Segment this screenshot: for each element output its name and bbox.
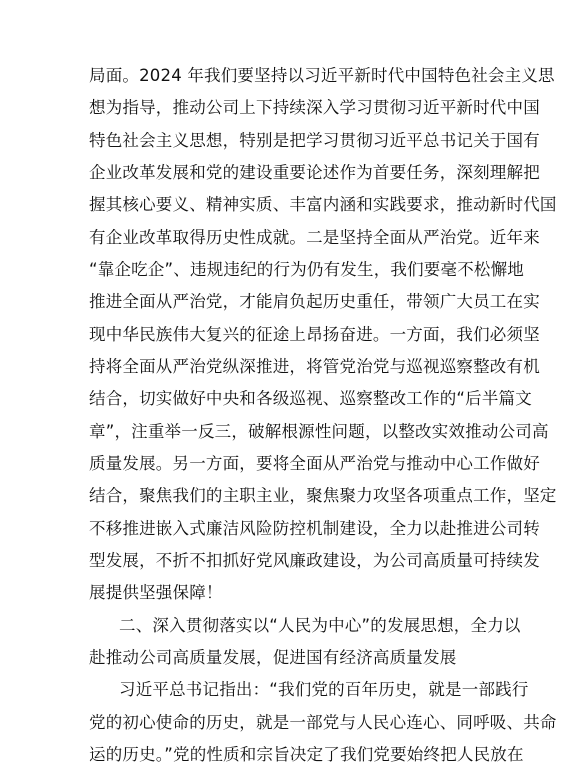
text-line: “靠企吃企”、违规违纪的行为仍有发生，我们要毫不松懈地: [89, 260, 524, 279]
text-line: 章”，注重举一反三，破解根源性问题，以整改实效推动公司高: [89, 422, 549, 441]
text-line: 特色社会主义思想，特别是把学习贯彻习近平总书记关于国有: [89, 131, 540, 150]
text-line: 推进全面从严治党，才能肩负起历史重任，带领广大员工在实: [89, 292, 540, 311]
text-line: 现中华民族伟大复兴的征途上昂扬奋进。一方面，我们必须坚: [89, 325, 540, 344]
text-line: 握其核心要义、精神实质、丰富内涵和实践要求，推动新时代国: [89, 195, 557, 214]
text-line: 习近平总书记指出：“我们党的百年历史，就是一部践行: [119, 680, 529, 699]
text-line: 持将全面从严治党纵深推进，将管党治党与巡视巡察整改有机: [89, 357, 540, 376]
text-line: 型发展，不折不扣抓好党风廉政建设，为公司高质量可持续发: [89, 551, 540, 570]
text-line: 结合，聚焦我们的主职主业，聚焦聚力攻坚各项重点工作，坚定: [89, 486, 557, 505]
text-line: 局面。2024 年我们要坚持以习近平新时代中国特色社会主义思: [89, 66, 555, 85]
text-line: 不移推进嵌入式廉洁风险防控机制建设，全力以赴推进公司转: [89, 519, 540, 538]
section-heading-line: 赴推动公司高质量发展，促进国有经济高质量发展: [89, 648, 457, 667]
text-line: 运的历史。”党的性质和宗旨决定了我们党要始终把人民放在: [89, 745, 524, 764]
section-heading-line: 二、深入贯彻落实以“人民为中心”的发展思想，全力以: [119, 616, 521, 635]
text-line: 想为指导，推动公司上下持续深入学习贯彻习近平新时代中国: [89, 98, 540, 117]
text-line: 结合，切实做好中央和各级巡视、巡察整改工作的“后半篇文: [89, 389, 532, 408]
text-line: 展提供坚强保障！: [89, 583, 223, 602]
text-line: 质量发展。另一方面，要将全面从严治党与推动中心工作做好: [89, 454, 540, 473]
text-line: 有企业改革取得历史性成就。二是坚持全面从严治党。近年来: [89, 228, 540, 247]
text-line: 党的初心使命的历史，就是一部党与人民心连心、同呼吸、共命: [89, 713, 557, 732]
text-line: 企业改革发展和党的建设重要论述作为首要任务，深刻理解把: [89, 163, 540, 182]
